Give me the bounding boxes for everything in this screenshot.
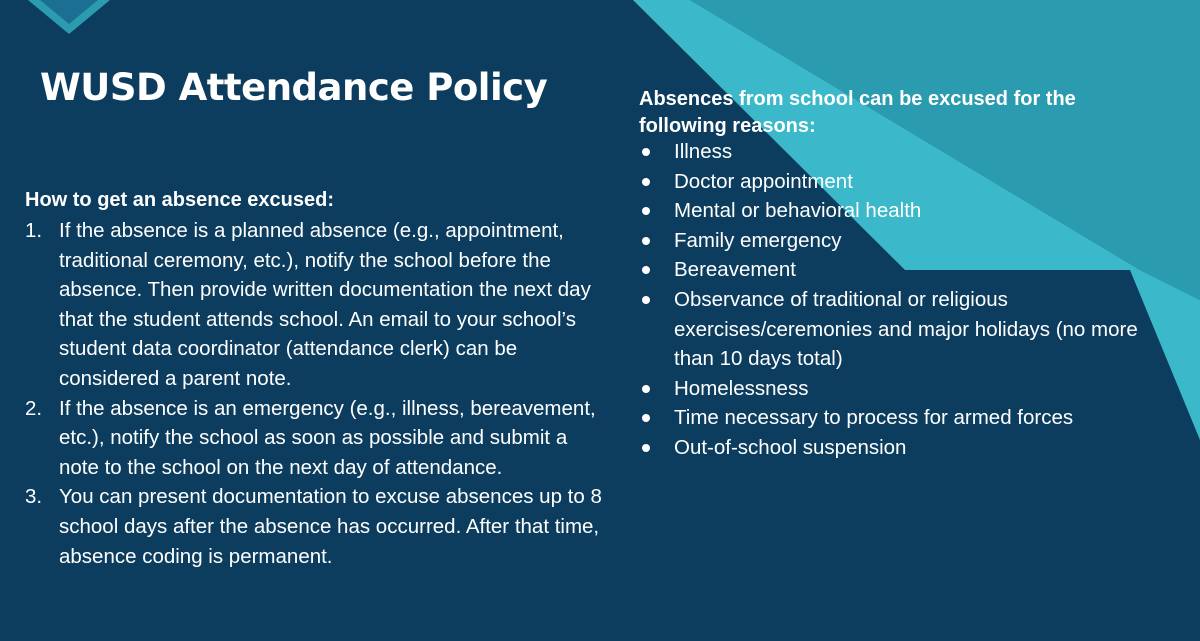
reason-item bbox=[639, 433, 1179, 463]
reason-text: Out-of-school suspension bbox=[674, 435, 907, 459]
bullet-icon bbox=[642, 296, 650, 304]
reason-item bbox=[639, 255, 1179, 285]
excused-reasons-list bbox=[639, 137, 1179, 463]
reason-text: Homelessness bbox=[674, 376, 809, 400]
step-item bbox=[25, 482, 605, 571]
step-text: If the absence is an emergency (e.g., illness, bereavement, etc.), notify the school as soon as possible and submit a note to the school on the next day of attendance. bbox=[59, 396, 596, 479]
bullet-icon bbox=[642, 237, 650, 245]
step-number: 1. bbox=[25, 219, 43, 242]
step-text: You can present documentation to excuse absences up to 8 school days after the absence has occurred. After that time, absence coding is permanent. bbox=[59, 485, 602, 568]
step-item bbox=[25, 394, 605, 483]
reason-item bbox=[639, 226, 1179, 256]
step-number: 3. bbox=[25, 485, 43, 509]
excused-reasons-heading: Absences from school can be excused for the following reasons: bbox=[639, 88, 1076, 137]
bullet-icon bbox=[642, 444, 650, 452]
step-number: 2. bbox=[25, 396, 43, 420]
excuse-steps-heading: How to get an absence excused: bbox=[25, 189, 334, 211]
bullet-icon bbox=[642, 178, 650, 186]
reason-text: Mental or behavioral health bbox=[674, 199, 922, 223]
reason-text: Observance of traditional or religious exercises/ceremonies and major holidays (no more than 10 days total) bbox=[674, 287, 1138, 371]
bullet-icon bbox=[642, 266, 650, 274]
excuse-steps-list bbox=[25, 216, 605, 571]
bullet-icon bbox=[642, 385, 650, 393]
bullet-icon bbox=[642, 148, 650, 156]
slide-title: WUSD Attendance Policy bbox=[40, 66, 548, 109]
reason-text: Bereavement bbox=[674, 258, 796, 282]
step-text: If the absence is a planned absence (e.g., appointment, traditional ceremony, etc.), notify the school before the absence. Then provide written documentation the next day that the student attends school. An email to your school’s student data coordinator (attendance clerk) can be considered a parent note. bbox=[59, 219, 591, 390]
reason-item bbox=[639, 167, 1179, 197]
step-item bbox=[25, 216, 605, 394]
reason-item bbox=[639, 403, 1179, 433]
reason-text: Doctor appointment bbox=[674, 169, 853, 193]
reason-text: Time necessary to process for armed forces bbox=[674, 406, 1074, 430]
reason-item bbox=[639, 374, 1179, 404]
reason-item bbox=[639, 285, 1179, 374]
bullet-icon bbox=[642, 207, 650, 215]
reason-text: Illness bbox=[674, 140, 733, 163]
reason-item bbox=[639, 196, 1179, 226]
reason-item bbox=[639, 137, 1179, 167]
bullet-icon bbox=[642, 414, 650, 422]
reason-text: Family emergency bbox=[674, 228, 842, 252]
